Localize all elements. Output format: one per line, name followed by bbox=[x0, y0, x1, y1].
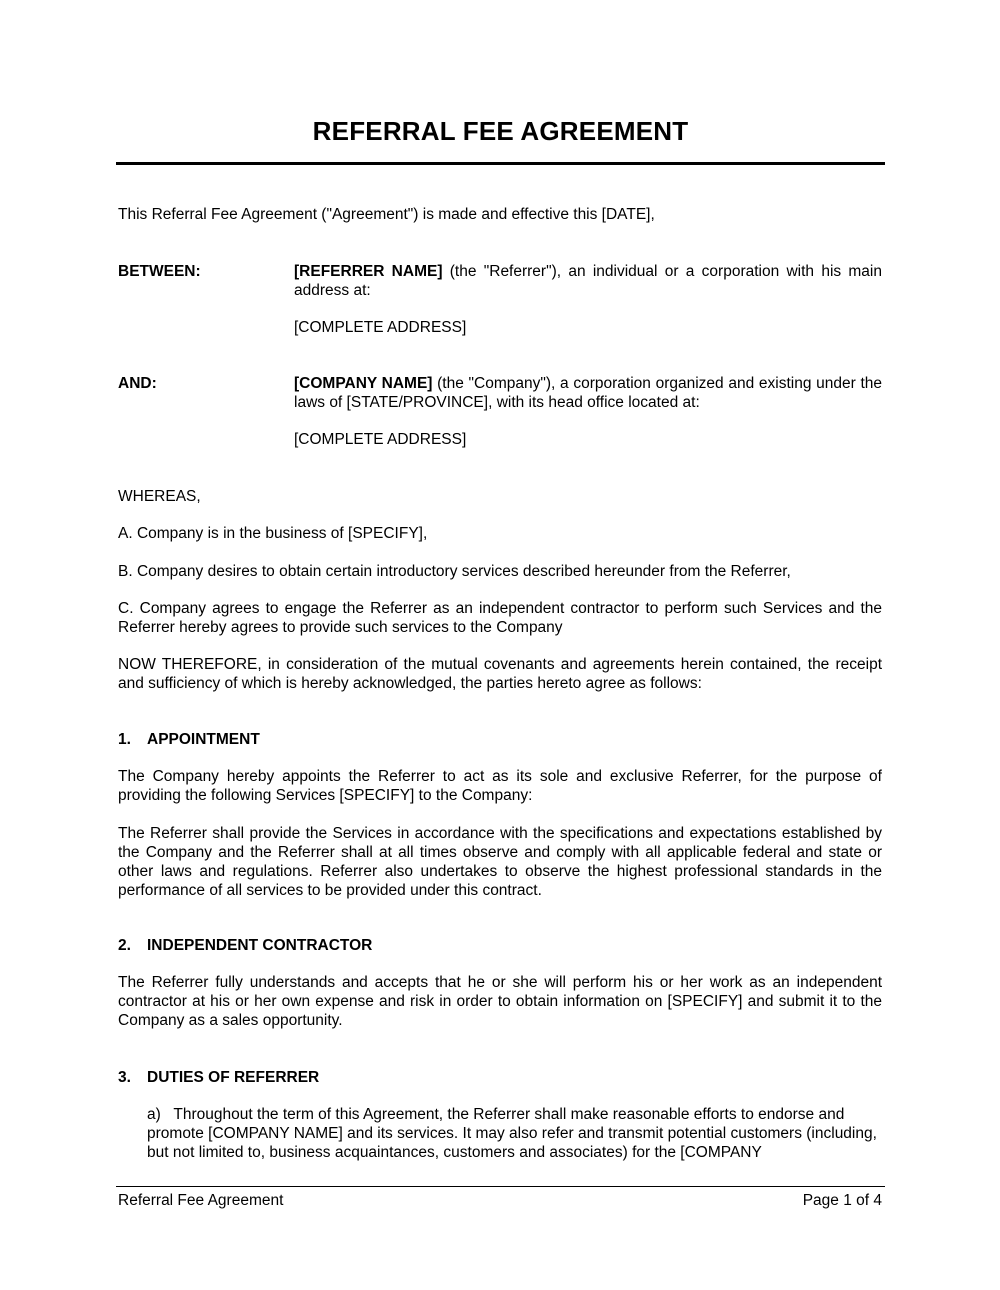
title-rule bbox=[116, 162, 885, 165]
section-heading-independent-contractor bbox=[118, 936, 372, 955]
company-address: [COMPLETE ADDRESS] bbox=[294, 431, 467, 448]
section-heading-appointment bbox=[118, 730, 260, 749]
section-number: 2. bbox=[118, 937, 131, 954]
section-heading-duties-of-referrer bbox=[118, 1068, 319, 1087]
section-paragraph-indented: a) Throughout the term of this Agreement, the Referrer shall make reasonable efforts to endorse and promote [COMPANY NAME] and its services. It may also refer and transmit potential customers (including, but not limited to, business acquaintances, customers and associates) for the [COMPANY bbox=[147, 1106, 877, 1161]
footer-document-name: Referral Fee Agreement bbox=[118, 1192, 284, 1209]
section-number: 3. bbox=[118, 1069, 131, 1086]
now-therefore-paragraph: NOW THEREFORE, in consideration of the mutual covenants and agreements herein contained, the receipt and sufficiency of which is hereby acknowledged, the parties hereto agree as follows: bbox=[118, 656, 882, 692]
between-text: (the "Referrer"), an individual or a corporation with his main address at: bbox=[294, 263, 882, 299]
between-paragraph bbox=[294, 262, 882, 300]
section-paragraph: The Referrer fully understands and accepts that he or she will perform his or her work as an independent contractor at his or her own expense and risk in order to obtain information on [SPECIFY] and submit it to the Company as a sales opportunity. bbox=[118, 974, 882, 1029]
section-paragraph: The Referrer shall provide the Services in accordance with the specifications and expectations established by the Company and the Referrer shall at all times observe and comply with all applicable federal and state or other laws and regulations. Referrer also undertakes to observe the highest professional standards in the performance of all services to be provided under this contract. bbox=[118, 825, 882, 899]
recital-c: C. Company agrees to engage the Referrer as an independent contractor to perform such Services and the Referrer hereby agrees to provide such services to the Company bbox=[118, 600, 882, 636]
and-label: AND: bbox=[118, 375, 157, 392]
whereas-line: WHEREAS, bbox=[118, 488, 201, 505]
and-paragraph bbox=[294, 374, 882, 412]
intro-paragraph: This Referral Fee Agreement ("Agreement") is made and effective this [DATE], bbox=[118, 206, 655, 223]
document-title: REFERRAL FEE AGREEMENT bbox=[312, 116, 689, 146]
section-title: APPOINTMENT bbox=[147, 731, 260, 748]
between-label: BETWEEN: bbox=[118, 263, 201, 280]
referrer-address: [COMPLETE ADDRESS] bbox=[294, 319, 467, 336]
recital-b: B. Company desires to obtain certain introductory services described hereunder from the Referrer, bbox=[118, 563, 791, 580]
company-name: [COMPANY NAME] bbox=[294, 375, 433, 392]
recital-a: A. Company is in the business of [SPECIFY], bbox=[118, 525, 428, 542]
section-paragraph: The Company hereby appoints the Referrer to act as its sole and exclusive Referrer, for the purpose of providing the following Services [SPECIFY] to the Company: bbox=[118, 768, 882, 804]
section-number: 1. bbox=[118, 731, 131, 748]
section-title: INDEPENDENT CONTRACTOR bbox=[147, 937, 373, 954]
referrer-name: [REFERRER NAME] bbox=[294, 263, 443, 280]
footer-rule bbox=[116, 1186, 885, 1187]
section-title: DUTIES OF REFERRER bbox=[147, 1069, 320, 1086]
and-text: (the "Company"), a corporation organized and existing under the laws of [STATE/PROVINCE], with its head office located at: bbox=[294, 375, 883, 411]
footer-page-number: Page 1 of 4 bbox=[802, 1192, 882, 1209]
